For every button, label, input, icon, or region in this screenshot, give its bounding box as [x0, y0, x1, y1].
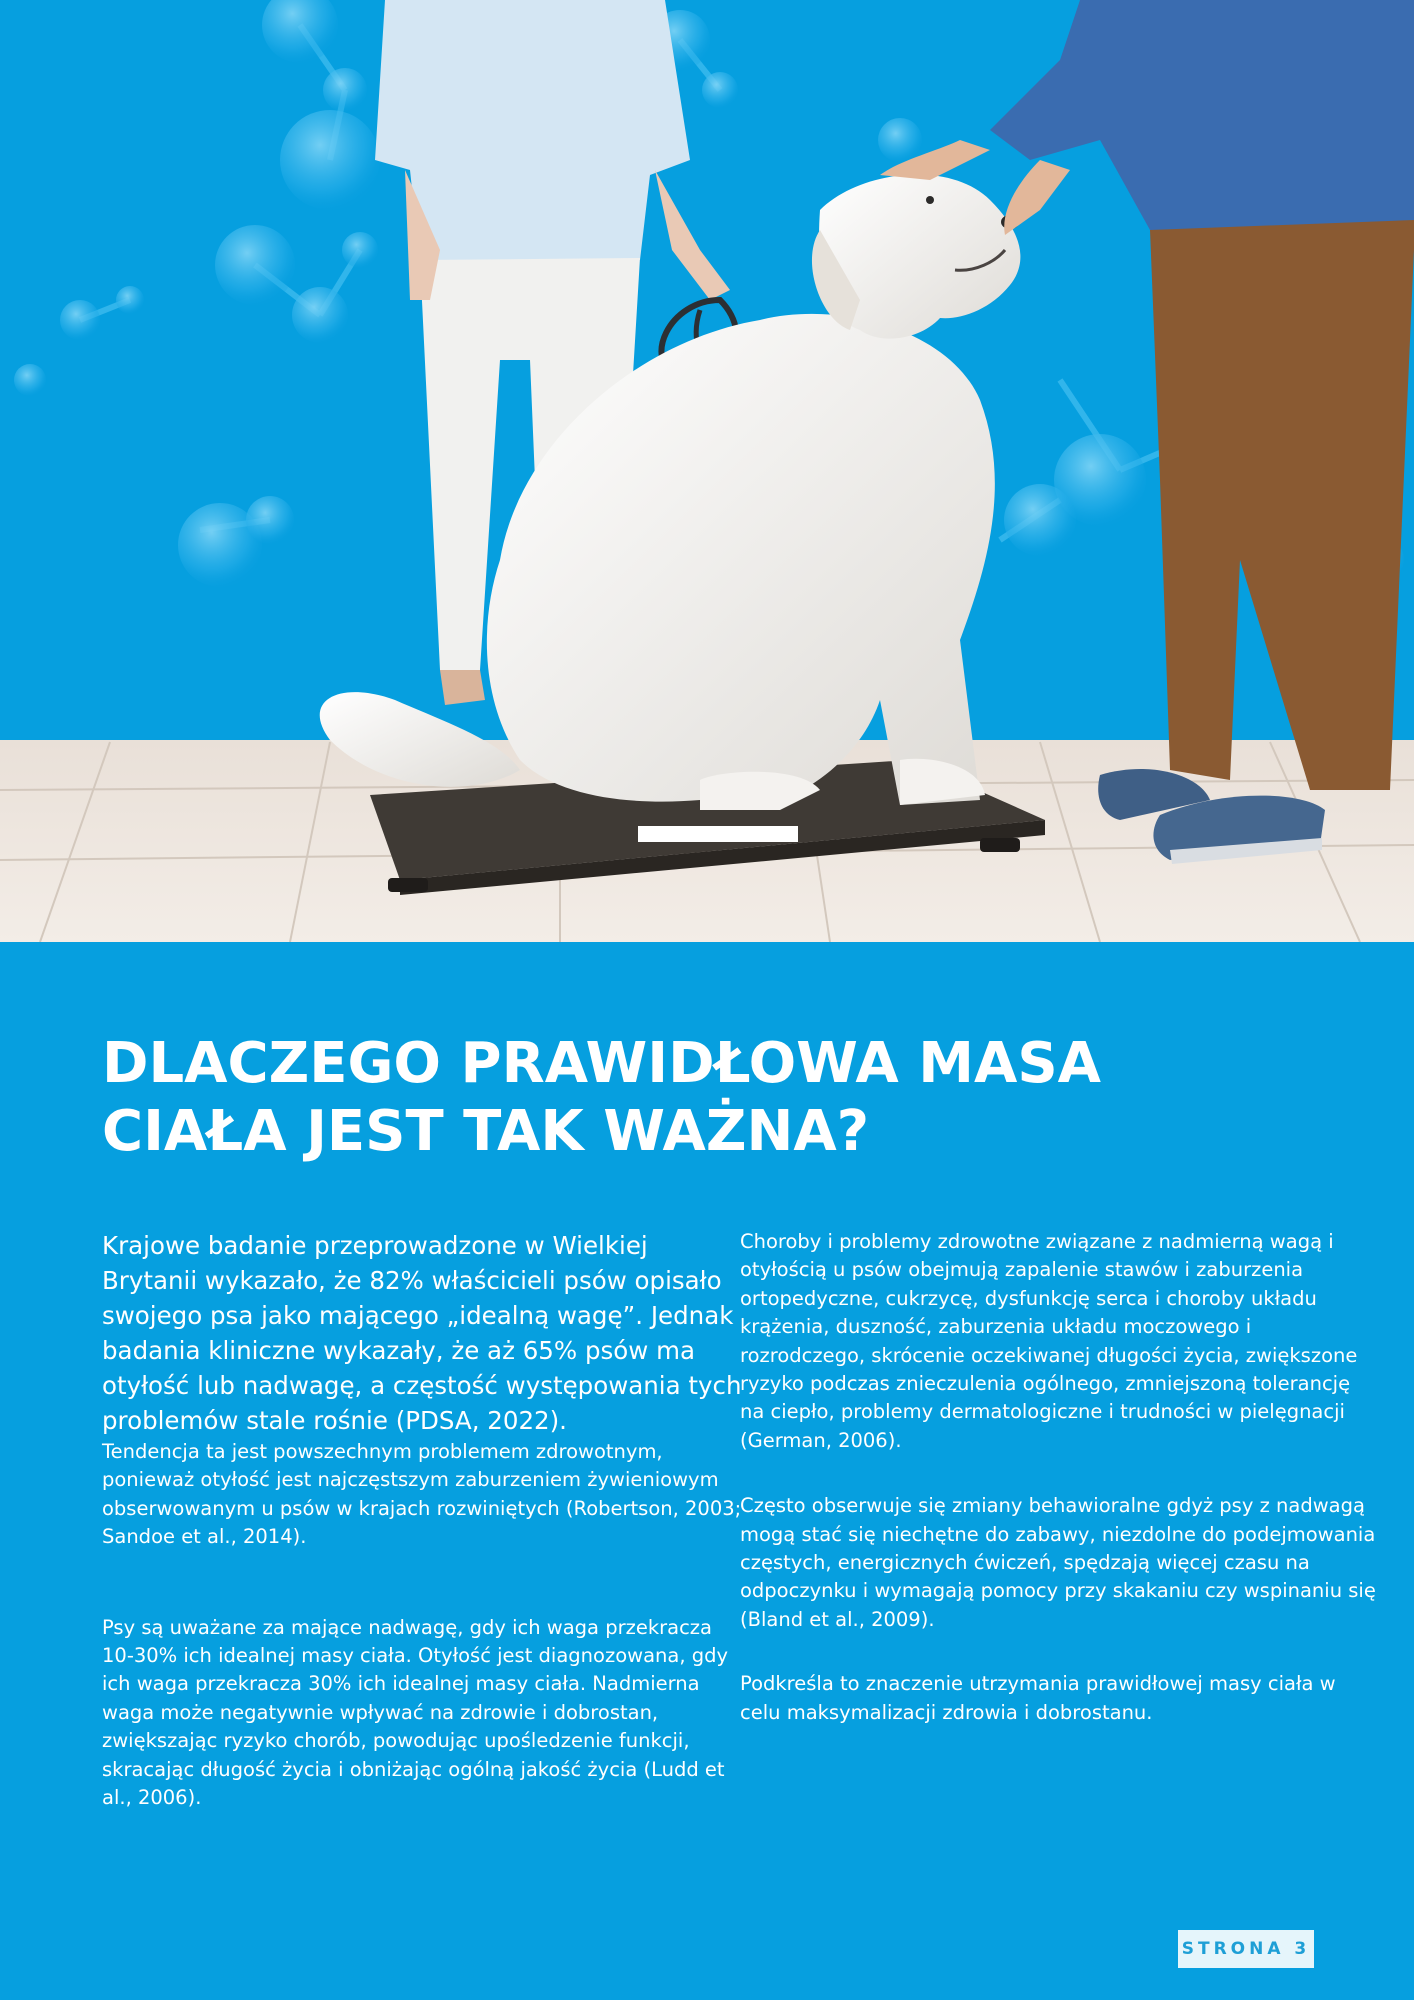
lead-paragraph: Krajowe badanie przeprowadzone w Wielkiej Brytanii wykazało, że 82% właścicieli psów opisało swojego psa jako mającego „idealną wagę”. Jednak badania kliniczne wykazały, że aż 65% psów ma otyłość lub nadwagę, a częstość występowania tych problemów stale rośnie (PDSA, 2022). [102, 1231, 742, 1435]
page-number-badge: STRONA 3 [1178, 1930, 1314, 1968]
page-title [102, 1030, 1102, 1166]
right-column [740, 1228, 1380, 1727]
right-paragraph-1: Choroby i problemy zdrowotne związane z nadmierną wagą i otyłością u psów obejmują zapalenie stawów i zaburzenia ortopedyczne, cukrzycę, dysfunkcję serca i choroby układu krążenia, duszność, zaburzenia układu moczowego i rozrodczego, skrócenie oczekiwanej długości życia, zwiększone ryzyko podczas znieczulenia ogólnego, zmniejszoną tolerancję na ciepło, problemy dermatologiczne i trudności w pielęgnacji (German, 2006). [740, 1230, 1358, 1452]
page-title-line-2: CIAŁA JEST TAK WAŻNA? [102, 1099, 870, 1164]
right-paragraph-2: Często obserwuje się zmiany behawioralne gdyż psy z nadwagą mogą stać się niechętne do zabawy, niezdolne do podejmowania częstych, energicznych ćwiczeń, spędzają więcej czasu na odpoczynku i wymagają pomocy przy skakaniu czy wspinaniu się (Bland et al., 2009). [740, 1494, 1376, 1631]
page-title-line-1: DLACZEGO PRAWIDŁOWA MASA [102, 1031, 1102, 1096]
left-column [102, 1228, 742, 1812]
hero-photo [0, 0, 1414, 942]
left-paragraph-2: Psy są uważane za mające nadwagę, gdy ich waga przekracza 10-30% ich idealnej masy ciała. Otyłość jest diagnozowana, gdy ich waga przekracza 30% ich idealnej masy ciała. Nadmierna waga może negatywnie wpływać na zdrowie i dobrostan, zwiększając ryzyko chorób, powodując upośledzenie funkcji, skracając długość życia i obniżając ogólną jakość życia (Ludd et al., 2006). [102, 1615, 729, 1810]
dog-on-scale-illustration [0, 0, 1414, 942]
right-paragraph-3: Podkreśla to znaczenie utrzymania prawidłowej masy ciała w celu maksymalizacji zdrowia i dobrostanu. [740, 1672, 1336, 1724]
left-paragraph-1: Tendencja ta jest powszechnym problemem zdrowotnym, ponieważ otyłość jest najczęstszym zaburzeniem żywieniowym obserwowanym u psów w krajach rozwiniętych (Robertson, 2003; Sandoe et al., 2014). [102, 1440, 742, 1549]
